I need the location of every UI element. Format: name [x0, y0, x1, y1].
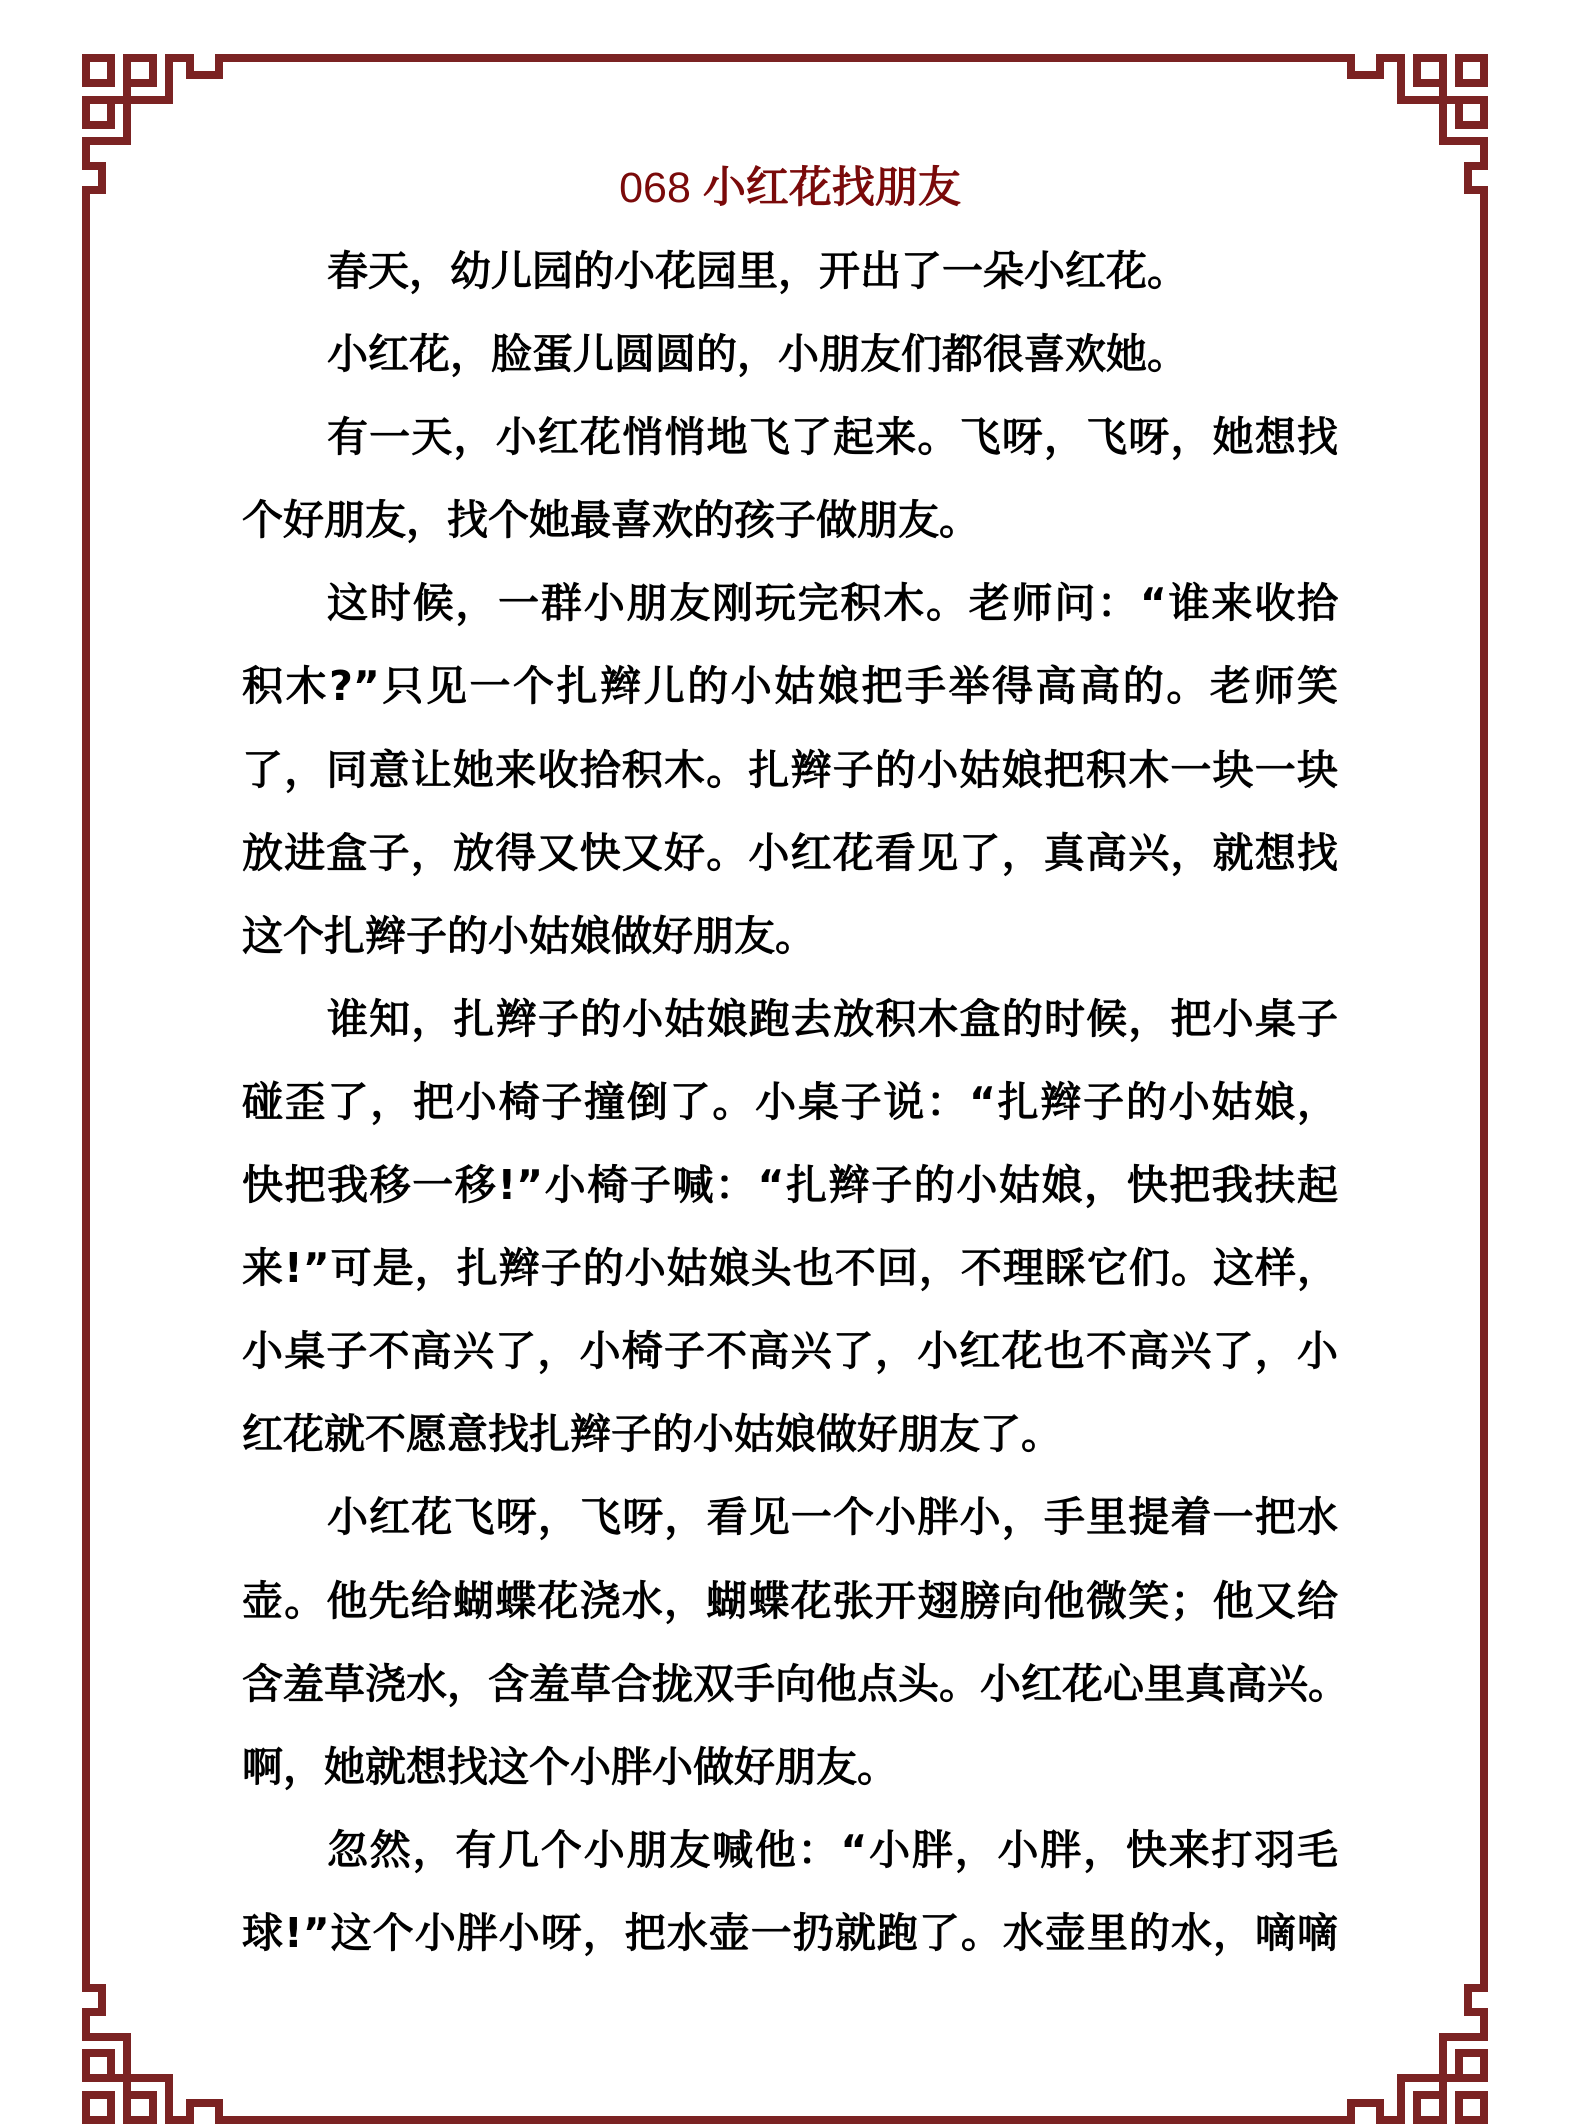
- text-line: 忽然，有几个小朋友喊他：“小胖，小胖，快来打羽毛: [327, 1825, 1338, 1874]
- text-line: 这时候，一群小朋友刚玩完积木。老师问：“谁来收拾: [327, 579, 1338, 628]
- text-line: 碰歪了，把小椅子撞倒了。小桌子说：“扎辫子的小姑娘，: [242, 1077, 1338, 1126]
- text-line: 积木?”只见一个扎辫儿的小姑娘把手举得高高的。老师笑: [242, 662, 1338, 711]
- story-number: 068: [619, 164, 691, 212]
- border-corner-bottom-left: [86, 1918, 260, 2120]
- text-line: 了，同意让她来收拾积木。扎辫子的小姑娘把积木一块一块: [242, 745, 1338, 794]
- text-line: 小红花飞呀，飞呀，看见一个小胖小，手里提着一把水: [327, 1493, 1338, 1542]
- text-line: 快把我移一移!”小椅子喊：“扎辫子的小姑娘，快把我扶起: [242, 1161, 1338, 1210]
- text-line: 春天，幼儿园的小花园里，开出了一朵小红花。: [327, 247, 1188, 295]
- paragraph: [242, 396, 1338, 562]
- story-body: [242, 230, 1349, 1975]
- paragraph: [242, 978, 1338, 1477]
- story-name: 小红花找朋友: [702, 163, 961, 213]
- text-line: 含羞草浇水，含羞草合拢双手向他点头。小红花心里真高兴。: [242, 1659, 1349, 1708]
- story-title: [0, 158, 1580, 218]
- text-line: 壶。他先给蝴蝶花浇水，蝴蝶花张开翅膀向他微笑；他又给: [242, 1576, 1338, 1625]
- text-line: 啊，她就想找这个小胖小做好朋友。: [242, 1742, 898, 1791]
- text-line: 放进盒子，放得又快又好。小红花看见了，真高兴，就想找: [242, 828, 1338, 877]
- text-line: 这个扎辫子的小姑娘做好朋友。: [242, 911, 816, 960]
- text-line: 谁知，扎辫子的小姑娘跑去放积木盒的时候，把小桌子: [327, 994, 1338, 1043]
- paragraph: [242, 313, 1338, 396]
- paragraph: [242, 562, 1338, 977]
- text-line: 球!”这个小胖小呀，把水壶一扔就跑了。水壶里的水，嘀嘀: [242, 1908, 1338, 1957]
- paragraph: [242, 1809, 1338, 1975]
- paragraph: [242, 1476, 1349, 1808]
- text-line: 红花就不愿意找扎辫子的小姑娘做好朋友了。: [242, 1410, 1062, 1459]
- paragraph: [242, 230, 1338, 313]
- text-line: 来!”可是，扎辫子的小姑娘头也不回，不理睬它们。这样，: [242, 1244, 1338, 1293]
- text-line: 小桌子不高兴了，小椅子不高兴了，小红花也不高兴了，小: [242, 1327, 1338, 1376]
- text-line: 小红花，脸蛋儿圆圆的，小朋友们都很喜欢她。: [327, 330, 1188, 379]
- text-line: 有一天，小红花悄悄地飞了起来。飞呀，飞呀，她想找: [327, 413, 1338, 462]
- text-line: 个好朋友，找个她最喜欢的孩子做朋友。: [242, 496, 980, 545]
